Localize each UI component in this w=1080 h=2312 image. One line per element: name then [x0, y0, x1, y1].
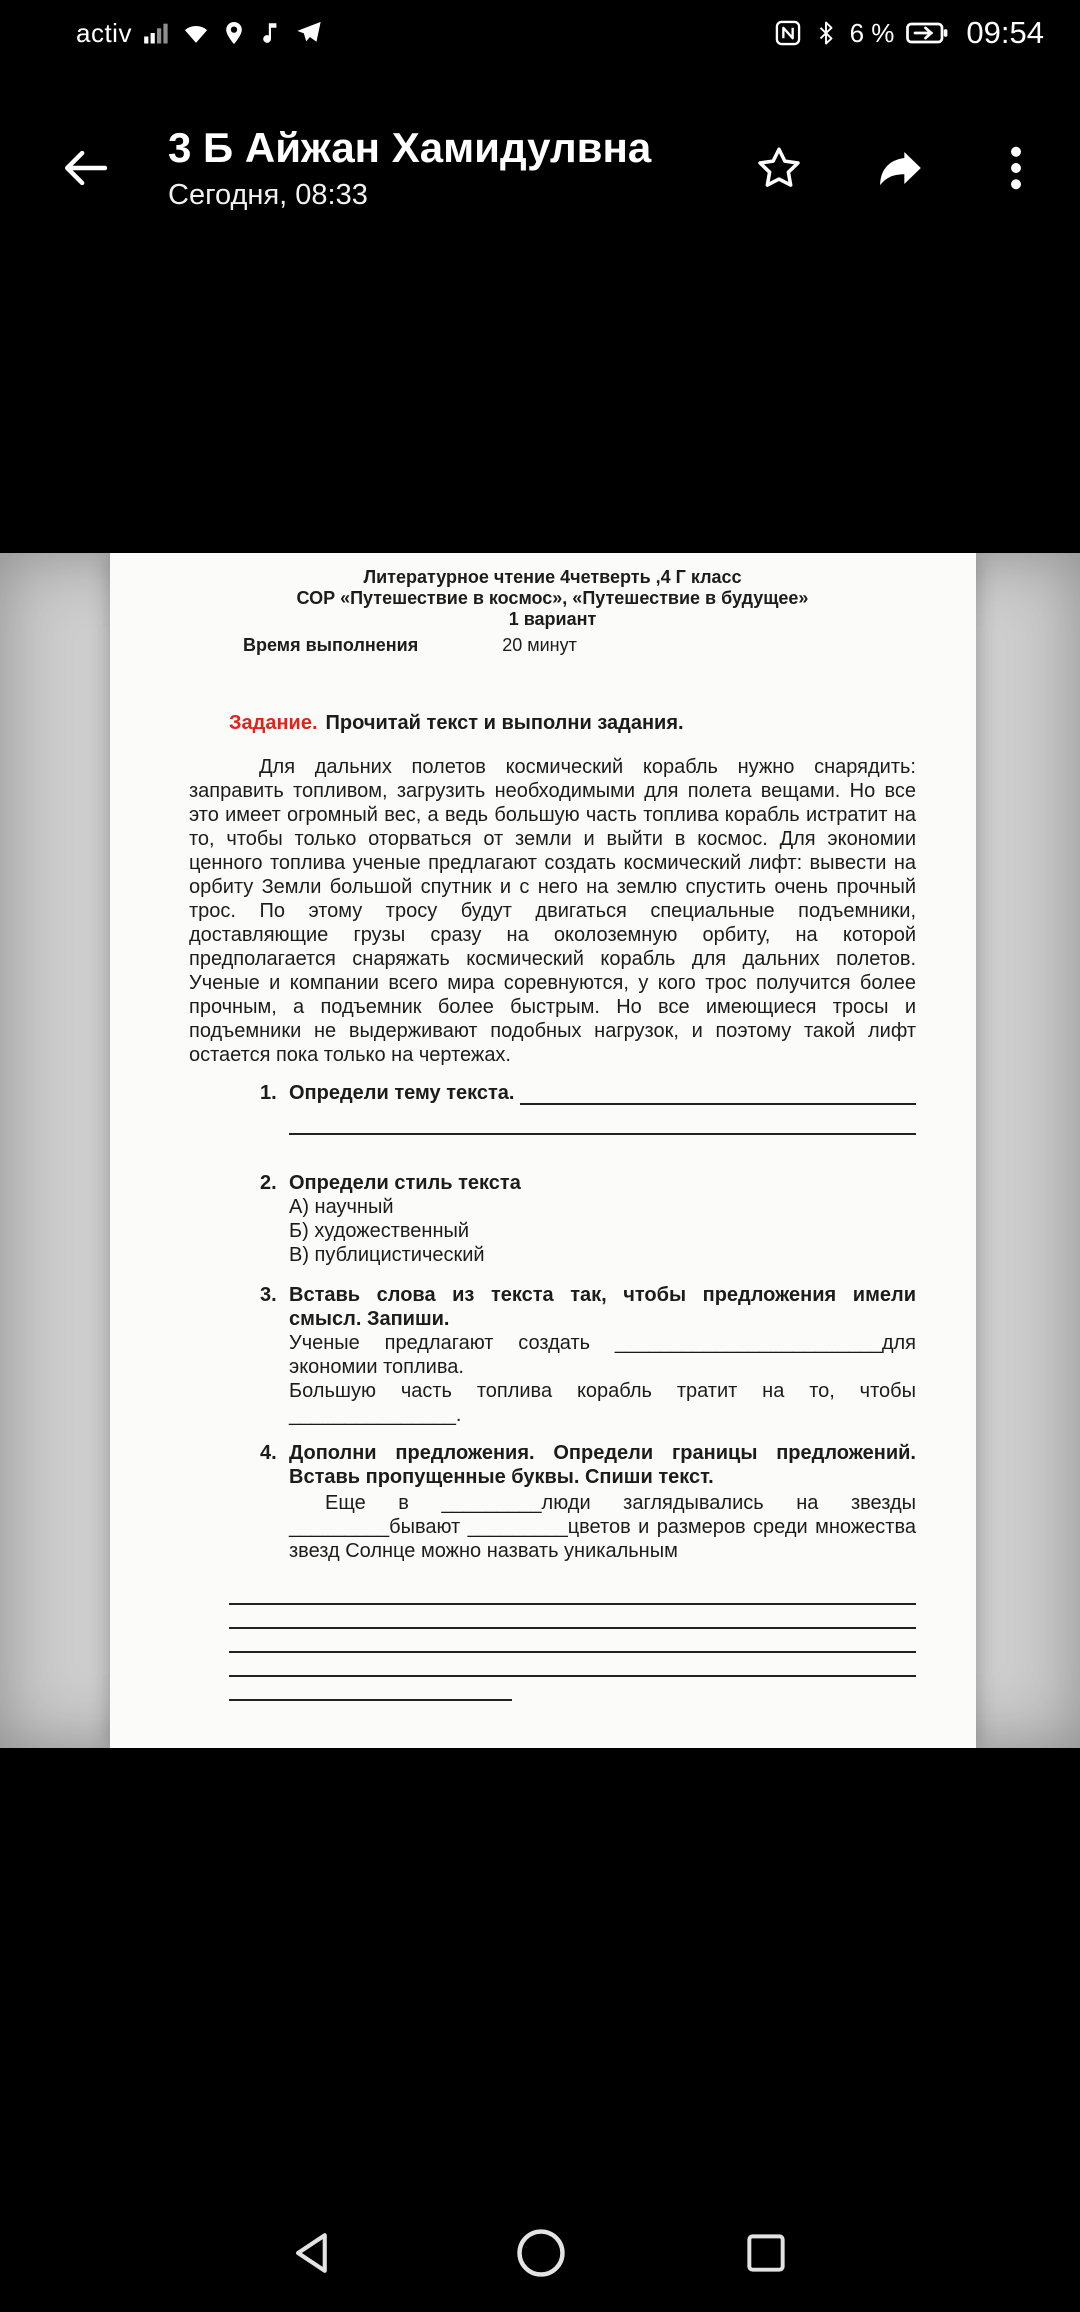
- nav-recents-button[interactable]: [741, 2228, 791, 2278]
- status-bar: [0, 0, 1080, 66]
- reading-passage: Для дальних полетов космический корабль нужно снарядить: заправить топливом, загрузить необходимыми для полета вещами. Но все это имеет огромный вес, а ведь большую часть топлива корабль истратит на то, чтобы только оторваться от земли и выйти в космос. Для экономии ценного топлива ученые предлагают создать космический лифт: вывести на орбиту Земли большой спутник и с него на землю спустить очень прочный трос. По этому тросу будут двигаться специальные подъемники, доставляющие грузы сразу на околоземную орбиту, на которой предполагается снаряжать космический корабль для дальних полетов. Ученые и компании всего мира соревнуются, у кого трос получится более прочным, а подъемник более быстрым. Но все имеющиеся тросы и подъемники не выдерживают подобных нагрузок, и поэтому такой лифт остается пока только на чертежах.: [189, 756, 916, 1066]
- nav-home-button[interactable]: [513, 2225, 569, 2281]
- writing-lines: [229, 1581, 916, 1701]
- media-timestamp: Сегодня, 08:33: [168, 179, 368, 211]
- star-button[interactable]: [754, 143, 804, 193]
- task-2-option-v: В) публицистический: [289, 1244, 485, 1266]
- doc-heading-line3: 1 вариант: [508, 609, 597, 629]
- task-3-content: [289, 1283, 916, 1427]
- task-2-option-a: А) научный: [289, 1196, 394, 1218]
- time-limit-label: Время выполнения: [243, 635, 419, 655]
- task-1-content: [289, 1081, 916, 1135]
- task-2-option-b: Б) художественный: [289, 1220, 470, 1242]
- doc-time-row: [189, 635, 916, 656]
- task-4-content: [289, 1441, 916, 1563]
- status-bar-left: [76, 18, 323, 49]
- task-1-number: 1.: [260, 1082, 277, 1104]
- document-photo[interactable]: [0, 553, 1080, 1748]
- task-3-number: 3.: [260, 1284, 277, 1306]
- task-4: [260, 1441, 916, 1563]
- overflow-menu-button[interactable]: [996, 142, 1036, 194]
- task-4-title: Дополни предложения. Определи границы предложений. Вставь пропущенные буквы. Спиши текст.: [289, 1442, 916, 1488]
- carrier-label: activ: [76, 17, 132, 48]
- status-bar-right: [774, 15, 1044, 51]
- doc-heading-line1: Литературное чтение 4четверть ,4 Г класс: [363, 567, 742, 587]
- document-paper: [110, 553, 976, 1748]
- writing-line: [229, 1677, 512, 1701]
- task-2-title: Определи стиль текста: [289, 1172, 521, 1194]
- task-3-sentence-1: Ученые предлагают создать ________________________для экономии топлива.: [289, 1332, 916, 1378]
- task-intro: [189, 712, 916, 735]
- battery-icon: [906, 19, 948, 47]
- task-1-title: Определи тему текста.: [289, 1082, 515, 1104]
- task-3: [260, 1283, 916, 1427]
- task-intro-text: Прочитай текст и выполни задания.: [325, 712, 684, 734]
- doc-heading-line2: СОР «Путешествие в космос», «Путешествие в будущее»: [296, 588, 809, 608]
- location-icon: [221, 20, 247, 46]
- writing-line: [229, 1653, 916, 1677]
- back-button[interactable]: [56, 140, 112, 196]
- nav-back-button[interactable]: [289, 2227, 341, 2279]
- battery-percent-label: 6 %: [849, 17, 895, 48]
- music-note-icon: [258, 20, 284, 46]
- wifi-icon: [182, 19, 210, 47]
- document-content: [110, 553, 976, 1701]
- clock-label: 09:54: [966, 15, 1044, 50]
- task-intro-label: Задание.: [229, 712, 318, 734]
- page-title: 3 Б Айжан Хамидулвна: [168, 124, 652, 171]
- time-limit-value: 20 минут: [502, 635, 577, 655]
- task-4-text: Еще в _________люди заглядывались на звезды _________бывают _________цветов и размеров среди множества звезд Солнце можно назвать уникальным: [289, 1492, 916, 1562]
- task-3-sentence-2: Большую часть топлива корабль тратит на то, чтобы _______________.: [289, 1380, 916, 1426]
- task-3-title: Вставь слова из текста так, чтобы предложения имели смысл. Запиши.: [289, 1284, 916, 1330]
- navigation-bar: [0, 2194, 1080, 2312]
- answer-line: [289, 1105, 916, 1135]
- nfc-icon: [774, 19, 802, 47]
- task-2-number: 2.: [260, 1172, 277, 1194]
- answer-line: [520, 1083, 916, 1105]
- telegram-icon: [295, 19, 323, 47]
- writing-line: [229, 1581, 916, 1605]
- header-titles: [168, 124, 738, 212]
- share-button[interactable]: [874, 142, 926, 194]
- signal-strength-icon: [143, 19, 171, 47]
- header-actions: [754, 142, 1036, 194]
- header-bar: [0, 102, 1080, 234]
- task-1: [260, 1081, 916, 1135]
- writing-line: [229, 1629, 916, 1653]
- bluetooth-icon: [814, 19, 838, 47]
- writing-line: [229, 1605, 916, 1629]
- task-2-content: [289, 1171, 916, 1267]
- task-4-number: 4.: [260, 1442, 277, 1464]
- task-1-title-row: [289, 1081, 916, 1105]
- task-2: [260, 1171, 916, 1267]
